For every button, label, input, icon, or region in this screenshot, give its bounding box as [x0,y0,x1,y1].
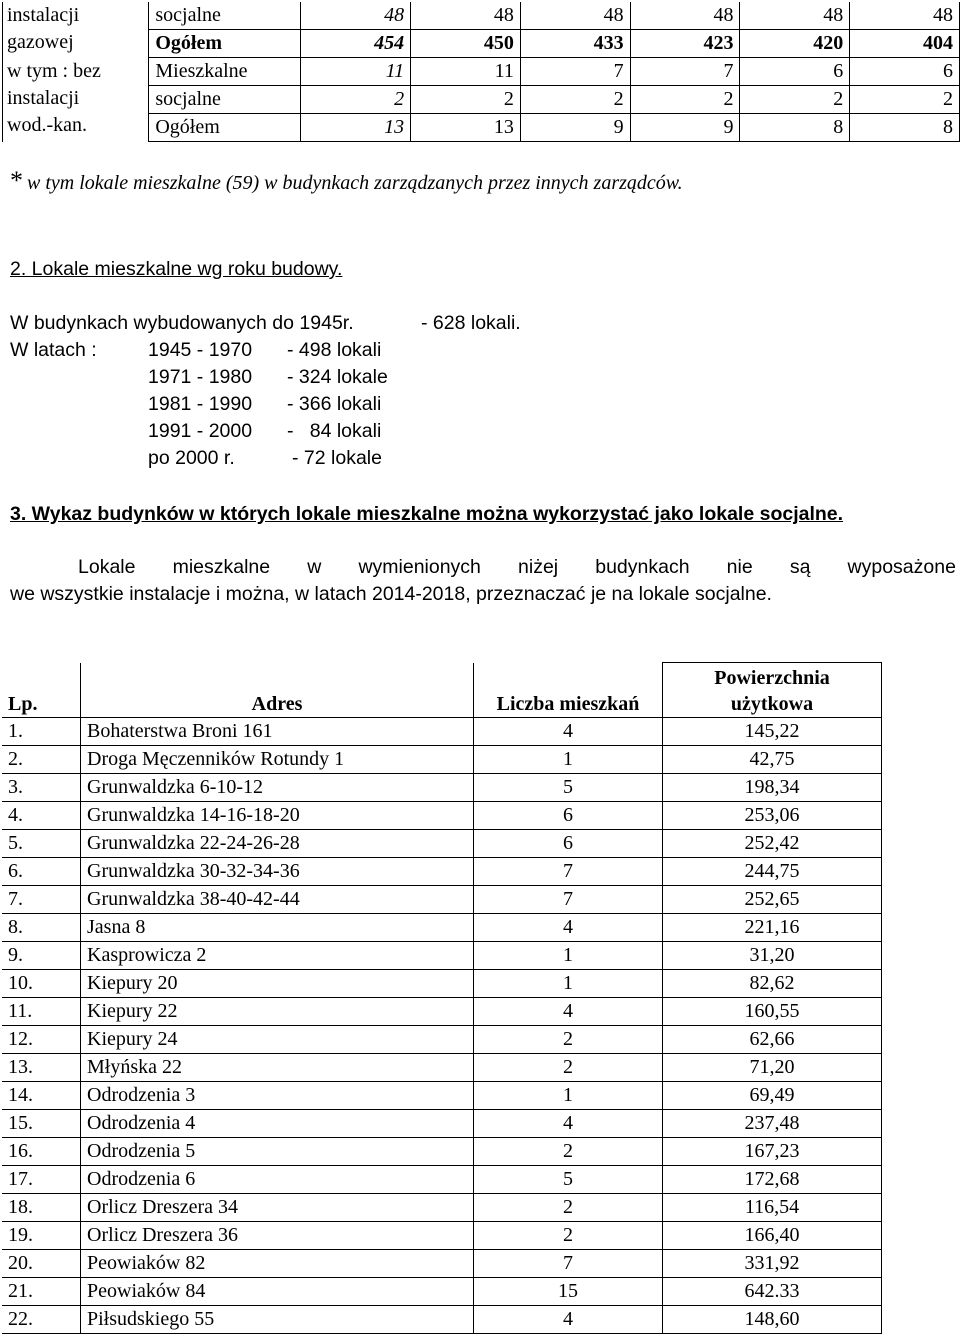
table-row [2,1222,882,1250]
summary-cell: 2 [630,86,740,114]
table-row [2,746,882,774]
row-liczba: 4 [474,914,663,942]
col-header-pow-line1: Powierzchnia [714,667,830,689]
table-row [2,1026,882,1054]
row-liczba: 4 [474,1110,663,1138]
row-liczba: 5 [474,1166,663,1194]
summary-cell: 48 [520,2,630,30]
table-row [2,998,882,1026]
row-liczba: 5 [474,774,663,802]
row-adres: Młyńska 22 [81,1054,474,1082]
row-lp: 22. [2,1306,81,1334]
row-powierzchnia: 253,06 [663,802,882,830]
paragraph-word: w [307,556,322,578]
row-adres: Grunwaldzka 6-10-12 [81,774,474,802]
row-adres: Peowiaków 84 [81,1278,474,1306]
section2-heading-text: 2. Lokale mieszkalne wg roku budowy. [10,258,343,280]
row-powierzchnia: 166,40 [663,1222,882,1250]
table-row [2,1054,882,1082]
period-count: - 366 lokali [287,393,382,415]
row-liczba: 7 [474,1250,663,1278]
row-liczba: 6 [474,830,663,858]
group-label-line: gazowej [7,31,74,53]
row-powierzchnia: 116,54 [663,1194,882,1222]
row-powierzchnia: 160,55 [663,998,882,1026]
row-adres: Peowiaków 82 [81,1250,474,1278]
row-adres: Jasna 8 [81,914,474,942]
row-powierzchnia: 172,68 [663,1166,882,1194]
row-adres: Droga Męczenników Rotundy 1 [81,746,474,774]
row-lp: 12. [2,1026,81,1054]
summary-row-label: Ogółem [149,30,301,58]
summary-cell: 2 [850,86,960,114]
section3-paragraph-line2: we wszystkie instalacje i można, w latach 2014-2018, przeznaczać je na lokale socjalne. [10,583,772,605]
period-count: - 72 lokale [292,447,382,469]
summary-cell: 48 [301,2,411,30]
row-lp: 1. [2,718,81,746]
row-adres: Odrodzenia 5 [81,1138,474,1166]
row-liczba: 1 [474,746,663,774]
row-lp: 17. [2,1166,81,1194]
row-powierzchnia: 642.33 [663,1278,882,1306]
table-row [2,1278,882,1306]
summary-cell: 6 [850,58,960,86]
row-lp: 8. [2,914,81,942]
table-row [2,802,882,830]
summary-cell: 8 [850,114,960,142]
row-adres: Kiepury 22 [81,998,474,1026]
group-label-line: wod.-kan. [7,114,87,136]
summary-row-label: Ogółem [149,114,301,142]
row-adres: Odrodzenia 6 [81,1166,474,1194]
row-lp: 20. [2,1250,81,1278]
summary-row-label: socjalne [149,86,301,114]
row-lp: 10. [2,970,81,998]
section2-line1 [10,310,354,337]
table-row [2,774,882,802]
row-lp: 6. [2,858,81,886]
buildings-table [2,662,882,1334]
buildings-header-row [2,663,882,718]
summary-row-label: Mieszkalne [149,58,301,86]
row-liczba: 2 [474,1054,663,1082]
row-lp: 14. [2,1082,81,1110]
section2-heading [10,256,342,283]
summary-cell: 2 [740,86,850,114]
row-liczba: 1 [474,970,663,998]
table-row [2,1194,882,1222]
table-row [2,718,882,746]
section2-line1-b: - 628 lokali. [421,312,521,334]
col-header-pow-line2: użytkowa [730,693,814,715]
row-liczba: 2 [474,1222,663,1250]
row-adres: Kasprowicza 2 [81,942,474,970]
row-liczba: 7 [474,886,663,914]
row-adres: Grunwaldzka 30-32-34-36 [81,858,474,886]
summary-cell: 7 [520,58,630,86]
table-row [2,1306,882,1334]
row-powierzchnia: 167,23 [663,1138,882,1166]
row-liczba: 1 [474,942,663,970]
table-row [2,1250,882,1278]
row-lp: 7. [2,886,81,914]
row-powierzchnia: 69,49 [663,1082,882,1110]
col-header-lp: Lp. [2,663,81,718]
summary-cell: 11 [301,58,411,86]
col-header-liczba: Liczba mieszkań [474,663,663,718]
summary-row-label: socjalne [149,2,301,30]
paragraph-word: niżej [518,556,559,578]
col-header-adres: Adres [81,663,474,718]
group-label-line: instalacji [7,4,80,26]
period-count: - 498 lokali [287,339,382,361]
row-adres: Bohaterstwa Broni 161 [81,718,474,746]
row-powierzchnia: 244,75 [663,858,882,886]
table-row [2,914,882,942]
row-liczba: 7 [474,858,663,886]
row-lp: 19. [2,1222,81,1250]
row-adres: Orlicz Dreszera 36 [81,1222,474,1250]
summary-cell: 7 [630,58,740,86]
row-lp: 5. [2,830,81,858]
summary-table [2,2,960,142]
section2-line1-count [421,310,521,337]
row-powierzchnia: 331,92 [663,1250,882,1278]
row-lp: 3. [2,774,81,802]
row-lp: 16. [2,1138,81,1166]
table-row [2,942,882,970]
row-liczba: 4 [474,1306,663,1334]
table-row [2,1166,882,1194]
row-lp: 21. [2,1278,81,1306]
row-powierzchnia: 62,66 [663,1026,882,1054]
section2-line1-a: W budynkach wybudowanych do 1945r. [10,312,354,334]
summary-cell: 404 [850,30,960,58]
section3-heading [10,501,843,528]
row-lp: 4. [2,802,81,830]
summary-cell: 48 [630,2,740,30]
row-powierzchnia: 221,16 [663,914,882,942]
row-adres: Grunwaldzka 38-40-42-44 [81,886,474,914]
period-count: - 324 lokale [287,366,388,388]
row-powierzchnia: 71,20 [663,1054,882,1082]
row-lp: 2. [2,746,81,774]
row-powierzchnia: 252,42 [663,830,882,858]
row-adres: Grunwaldzka 22-24-26-28 [81,830,474,858]
row-lp: 13. [2,1054,81,1082]
row-powierzchnia: 198,34 [663,774,882,802]
summary-cell: 2 [301,86,411,114]
summary-cell: 13 [301,114,411,142]
row-powierzchnia: 31,20 [663,942,882,970]
period-range: 1945 - 1970 [148,339,253,361]
paragraph-word: nie [726,556,753,578]
row-adres: Odrodzenia 3 [81,1082,474,1110]
table-row [2,1082,882,1110]
summary-cell: 11 [411,58,521,86]
summary-cell: 433 [520,30,630,58]
summary-cell: 6 [740,58,850,86]
row-liczba: 2 [474,1194,663,1222]
row-lp: 18. [2,1194,81,1222]
period-range: 1981 - 1990 [148,393,253,415]
group-label-line: w tym : bez [7,60,101,82]
row-adres: Orlicz Dreszera 34 [81,1194,474,1222]
summary-cell: 420 [740,30,850,58]
section2-prefix: W latach : [10,339,97,361]
paragraph-word: mieszkalne [172,556,271,578]
table-row [2,1110,882,1138]
summary-cell: 2 [411,86,521,114]
row-powierzchnia: 145,22 [663,718,882,746]
row-liczba: 2 [474,1138,663,1166]
col-header-powierzchnia [663,663,882,718]
paragraph-word: Lokale [78,556,136,578]
row-adres: Grunwaldzka 14-16-18-20 [81,802,474,830]
summary-cell: 9 [520,114,630,142]
summary-cell: 48 [850,2,960,30]
footnote [10,166,683,200]
period-count: - 84 lokali [287,420,382,442]
row-adres: Kiepury 24 [81,1026,474,1054]
footnote-text: w tym lokale mieszkalne (59) w budynkach zarządzanych przez innych zarządców. [27,172,683,194]
row-powierzchnia: 42,75 [663,746,882,774]
summary-cell: 48 [411,2,521,30]
paragraph-word: wyposażone [847,556,956,578]
table-row [2,830,882,858]
table-row [2,1138,882,1166]
group-label-water [3,58,149,142]
row-powierzchnia: 82,62 [663,970,882,998]
paragraph-word: wymienionych [358,556,481,578]
summary-cell: 454 [301,30,411,58]
row-powierzchnia: 148,60 [663,1306,882,1334]
summary-cell: 48 [740,2,850,30]
summary-cell: 9 [630,114,740,142]
paragraph-word: są [789,556,811,578]
group-label-gas [3,2,149,58]
period-range: po 2000 r. [148,447,235,469]
summary-cell: 423 [630,30,740,58]
table-row [2,970,882,998]
summary-row [3,2,960,30]
summary-cell: 450 [411,30,521,58]
table-row [2,886,882,914]
row-liczba: 6 [474,802,663,830]
section3-heading-text: 3. Wykaz budynków w których lokale mieszkalne można wykorzystać jako lokale socjalne. [10,503,844,525]
row-liczba: 1 [474,1082,663,1110]
row-adres: Piłsudskiego 55 [81,1306,474,1334]
footnote-star: * [10,166,23,195]
summary-row [3,58,960,86]
row-lp: 9. [2,942,81,970]
row-liczba: 4 [474,998,663,1026]
period-range: 1971 - 1980 [148,366,253,388]
row-liczba: 4 [474,718,663,746]
row-lp: 15. [2,1110,81,1138]
table-row [2,858,882,886]
row-powierzchnia: 252,65 [663,886,882,914]
row-adres: Odrodzenia 4 [81,1110,474,1138]
section3-paragraph-line1 [78,554,956,581]
row-liczba: 15 [474,1278,663,1306]
row-powierzchnia: 237,48 [663,1110,882,1138]
summary-cell: 2 [520,86,630,114]
paragraph-word: budynkach [595,556,690,578]
period-range: 1991 - 2000 [148,420,253,442]
row-adres: Kiepury 20 [81,970,474,998]
row-lp: 11. [2,998,81,1026]
row-liczba: 2 [474,1026,663,1054]
group-label-line: instalacji [7,87,80,109]
summary-cell: 8 [740,114,850,142]
summary-cell: 13 [411,114,521,142]
